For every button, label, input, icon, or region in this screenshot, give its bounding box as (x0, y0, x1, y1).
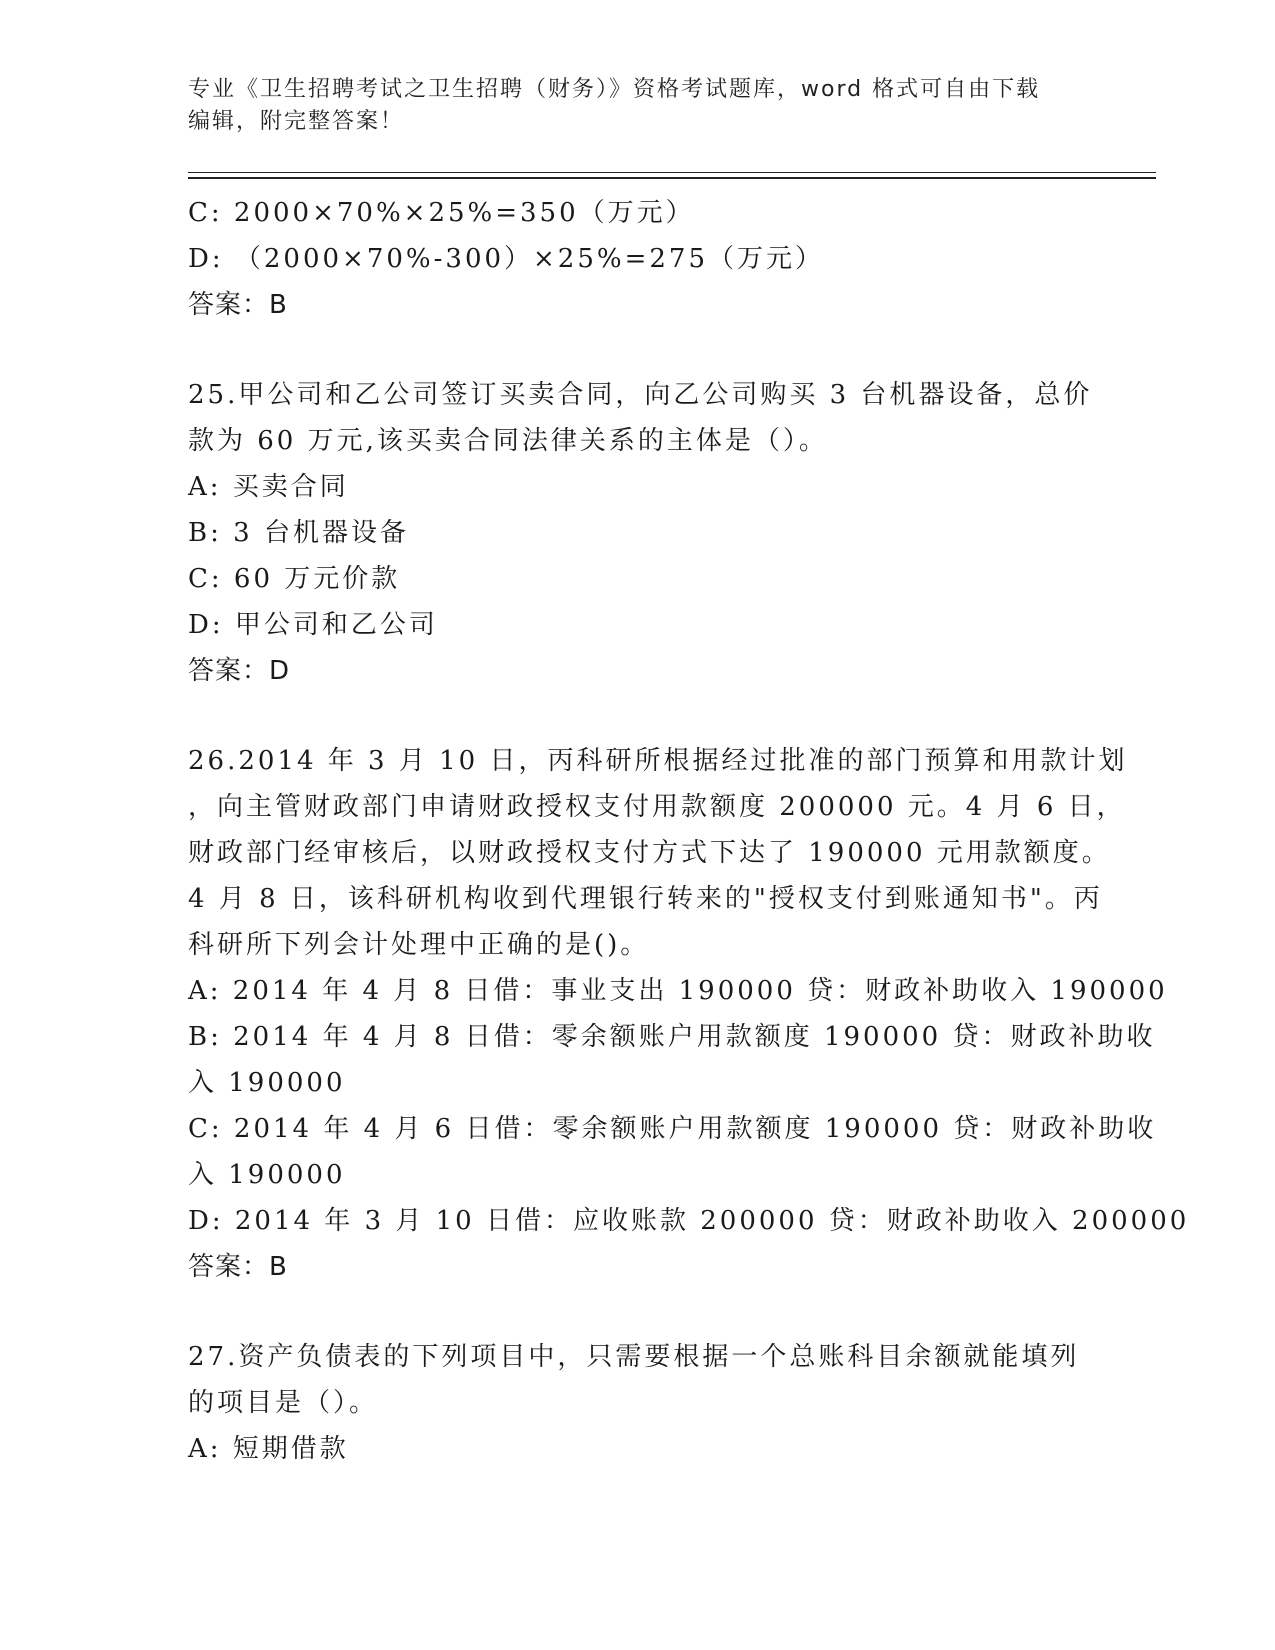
question-stem: 27.资产负债表的下列项目中，只需要根据一个总账科目余额就能填列 (188, 1342, 1080, 1372)
option-d: D: 2014 年 3 月 10 日借：应收账款 200000 贷：财政补助收入 200000 (188, 1206, 1190, 1236)
header-divider-thick (188, 177, 1156, 179)
option-c: C: 2000×70%×25%=350（万元） (188, 198, 695, 228)
question-stem: 财政部门经审核后，以财政授权支付方式下达了 190000 元用款额度。 (188, 838, 1111, 868)
question-content (188, 190, 1190, 1472)
option-a: A: 短期借款 (188, 1434, 349, 1464)
spacer (188, 328, 1088, 372)
header-divider-thin (188, 172, 1156, 173)
answer: 答案：D (188, 656, 291, 686)
answer: 答案：B (188, 1252, 288, 1282)
option-d: D: 甲公司和乙公司 (188, 610, 438, 640)
question-26 (188, 738, 1190, 1290)
option-c: C: 60 万元价款 (188, 564, 401, 594)
spacer (188, 1290, 1088, 1334)
question-27 (188, 1334, 1088, 1472)
answer: 答案：B (188, 290, 288, 320)
header-line-1: 专业《卫生招聘考试之卫生招聘（财务）》资格考试题库，word 格式可自由下载 (188, 77, 1041, 102)
option-b: B: 2014 年 4 月 8 日借：零余额账户用款额度 190000 贷：财政补助收 (188, 1022, 1156, 1052)
option-a: A: 买卖合同 (188, 472, 349, 502)
option-b-continued: 入 190000 (188, 1068, 346, 1098)
question-stem: ，向主管财政部门申请财政授权支付用款额度 200000 元。4 月 6 日， (188, 792, 1126, 822)
question-24-tail (188, 190, 1088, 328)
option-c-continued: 入 190000 (188, 1160, 346, 1190)
header-line-2: 编辑，附完整答案！ (188, 109, 405, 134)
spacer (188, 694, 1088, 738)
question-stem: 25.甲公司和乙公司签订买卖合同，向乙公司购买 3 台机器设备，总价 (188, 380, 1093, 410)
option-d: D: （2000×70%-300）×25%=275（万元） (188, 244, 825, 274)
option-a: A: 2014 年 4 月 8 日借：事业支出 190000 贷：财政补助收入 190000 (188, 976, 1168, 1006)
question-stem: 的项目是（）。 (188, 1388, 379, 1418)
question-stem: 款为 60 万元,该买卖合同法律关系的主体是（）。 (188, 426, 828, 456)
option-c: C: 2014 年 4 月 6 日借：零余额账户用款额度 190000 贷：财政补助收 (188, 1114, 1157, 1144)
question-stem: 26.2014 年 3 月 10 日，丙科研所根据经过批准的部门预算和用款计划 (188, 746, 1128, 776)
document-header (188, 74, 1078, 138)
option-b: B: 3 台机器设备 (188, 518, 409, 548)
question-stem: 科研所下列会计处理中正确的是()。 (188, 930, 650, 960)
question-25 (188, 372, 1093, 694)
question-stem: 4 月 8 日，该科研机构收到代理银行转来的"授权支付到账通知书"。丙 (188, 884, 1103, 914)
